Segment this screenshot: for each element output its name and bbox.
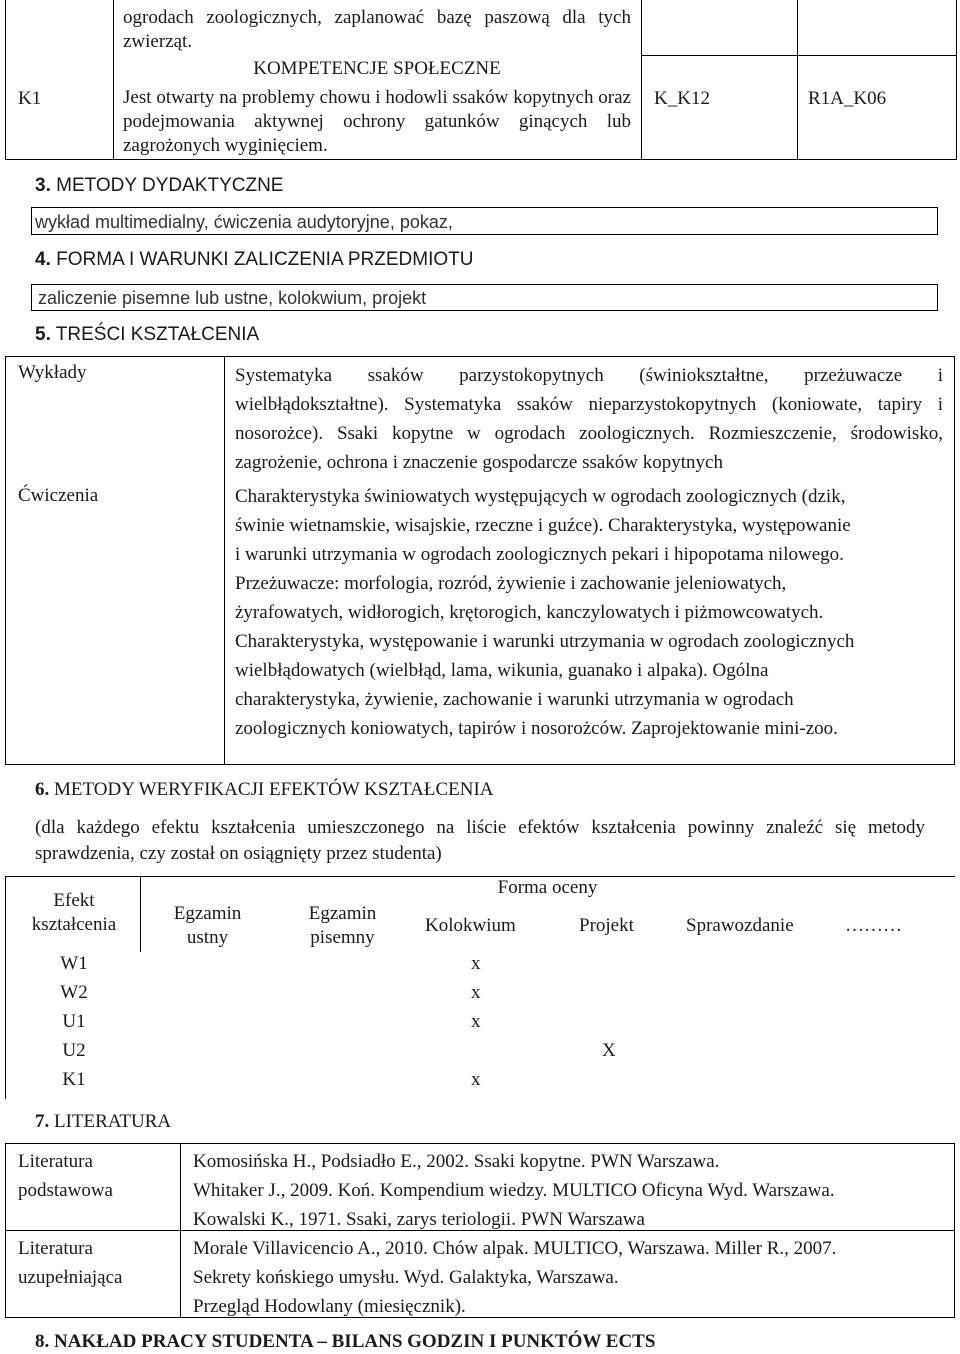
assessment-form-text: zaliczenie pisemne lub ustne, kolokwium, projekt <box>38 288 427 308</box>
verification-note: (dla każdego efektu kształcenia umieszczonego na liście efektów kształcenia powinny znaleźć się metody sprawdzenia, czy został on osiągnięty przez studenta) <box>35 817 925 864</box>
table-divider <box>5 876 140 877</box>
table-divider <box>641 55 957 56</box>
col-header-effect: Efekt kształcenia <box>31 890 117 935</box>
section-number: 8. <box>35 1331 50 1352</box>
col-header-written-exam: Egzamin pisemny <box>308 903 377 948</box>
table-row <box>0 1039 960 1068</box>
literature-item: Kowalski K., 1971. Ssaki, zarys teriologii. PWN Warszawa <box>193 1209 645 1230</box>
section-title: METODY DYDAKTYCZNE <box>56 175 284 196</box>
table-divider <box>641 0 642 160</box>
table-divider <box>224 356 225 765</box>
section-4-heading <box>35 248 473 272</box>
colloquium-mark: x <box>471 1011 481 1032</box>
exercises-line: Charakterystyka, występowanie i warunki utrzymania w ogrodach zoologicznych <box>235 631 855 652</box>
effect-code: K1 <box>62 1069 86 1090</box>
basic-literature-label: Literatura podstawowa <box>18 1151 113 1201</box>
exercises-line: i warunki utrzymania w ogrodach zoologicznych pekari i hipopotama nilowego. <box>235 544 844 565</box>
exercises-label: Ćwiczenia <box>18 485 99 506</box>
col-header-form-of-assessment: Forma oceny <box>497 877 598 898</box>
section-number: 5. <box>35 324 51 345</box>
col-header-project: Projekt <box>579 915 634 936</box>
colloquium-mark: x <box>471 953 481 974</box>
direction-outcome-code: K_K12 <box>654 88 710 109</box>
continued-outcome-text: ogrodach zoologicznych, zaplanować bazę paszową dla tych zwierząt. <box>123 7 631 52</box>
section-3-heading <box>35 174 283 198</box>
literature-item: Sekrety końskiego umysłu. Wyd. Galaktyka, Warszawa. <box>193 1267 619 1288</box>
outcome-code: K1 <box>18 88 42 109</box>
project-mark: X <box>602 1040 616 1061</box>
table-row <box>0 1010 960 1039</box>
effect-code: W1 <box>60 953 88 974</box>
lectures-content: Systematyka ssaków parzystokopytnych (świniokształtne, przeżuwacze i wielbłądokształtne). Systematyka ssaków nieparzystokopytnych (koniowate, tapiry i nosorożce). Ssaki kopytne w ogrodach zoologicznych. Rozmieszczenie, środowisko, zagrożenie, ochrona i znaczenie gospodarcze ssaków kopytnych <box>235 365 943 473</box>
col-header-colloquium: Kolokwium <box>425 915 516 936</box>
effect-code: W2 <box>60 982 88 1003</box>
exercises-line: świnie wietnamskie, wisajskie, rzeczne i guźce). Charakterystyka, występowanie <box>235 515 851 536</box>
section-title: NAKŁAD PRACY STUDENTA – BILANS GODZIN I PUNKTÓW ECTS <box>54 1331 656 1352</box>
section-number: 7. <box>35 1111 50 1132</box>
exercises-line: żyrafowatych, widłorogich, krętorogich, kanczylowatych i piżmowcowatych. <box>235 602 824 623</box>
lectures-label: Wykłady <box>18 362 87 383</box>
col-header-other: ……… <box>845 915 902 936</box>
teaching-methods-text: wykład multimedialny, ćwiczenia audytoryjne, pokaz, <box>35 212 453 232</box>
literature-item: Komosińska H., Podsiadło E., 2002. Ssaki kopytne. PWN Warszawa. <box>193 1151 720 1172</box>
section-number: 4. <box>35 249 51 270</box>
supplementary-literature-list <box>193 1234 836 1321</box>
table-divider <box>797 0 798 160</box>
col-header-report: Sprawozdanie <box>686 915 794 936</box>
exercises-line: Charakterystyka świniowatych występujących w ogrodach zoologicznych (dzik, <box>235 486 846 507</box>
exercises-line: charakterystyka, żywienie, zachowanie i warunki utrzymania w ogrodach <box>235 689 794 710</box>
colloquium-mark: x <box>471 1069 481 1090</box>
section-number: 6. <box>35 779 50 800</box>
section-6-heading <box>35 778 494 802</box>
section-8-heading <box>35 1330 655 1354</box>
section-7-heading <box>35 1110 171 1134</box>
area-outcome-code: R1A_K06 <box>808 88 887 109</box>
literature-item: Morale Villavicencio A., 2010. Chów alpak. MULTICO, Warszawa. Miller R., 2007. <box>193 1238 837 1259</box>
col-header-oral-exam: Egzamin ustny <box>173 903 242 948</box>
exercises-line: zoologicznych koniowatych, tapirów i nosorożców. Zaprojektowanie mini-zoo. <box>235 718 838 739</box>
literature-item: Przegląd Hodowlany (miesięcznik). <box>193 1296 466 1317</box>
outcome-description: Jest otwarty na problemy chowu i hodowli ssaków kopytnych oraz podejmowania aktywnej ochrony gatunków ginących lub zagrożonych wyginięciem. <box>123 87 631 156</box>
exercises-line: wielbłądowatych (wielbłąd, lama, wikunia, guanako i alpaka). Ogólna <box>235 660 769 681</box>
exercises-line: Przeżuwacze: morfologia, rozród, żywienie i zachowanie jeleniowatych, <box>235 573 787 594</box>
table-row <box>0 981 960 1010</box>
section-5-heading <box>35 323 259 347</box>
effect-code: U1 <box>62 1011 86 1032</box>
table-row <box>0 1068 960 1097</box>
section-title: TREŚCI KSZTAŁCENIA <box>55 324 260 345</box>
exercises-content <box>235 482 854 743</box>
section-number: 3. <box>35 175 51 196</box>
effect-code: U2 <box>62 1040 86 1061</box>
section-title: FORMA I WARUNKI ZALICZENIA PRZEDMIOTU <box>56 249 474 270</box>
section-title: METODY WERYFIKACJI EFEKTÓW KSZTAŁCENIA <box>54 779 494 800</box>
basic-literature-list <box>193 1147 835 1234</box>
table-row <box>0 952 960 981</box>
supplementary-literature-label: Literatura uzupełniająca <box>18 1238 123 1288</box>
section-title: LITERATURA <box>54 1111 172 1132</box>
colloquium-mark: x <box>471 982 481 1003</box>
social-competences-header: KOMPETENCJE SPOŁECZNE <box>253 58 501 79</box>
literature-item: Whitaker J., 2009. Koń. Kompendium wiedzy. MULTICO Oficyna Wyd. Warszawa. <box>193 1180 835 1201</box>
